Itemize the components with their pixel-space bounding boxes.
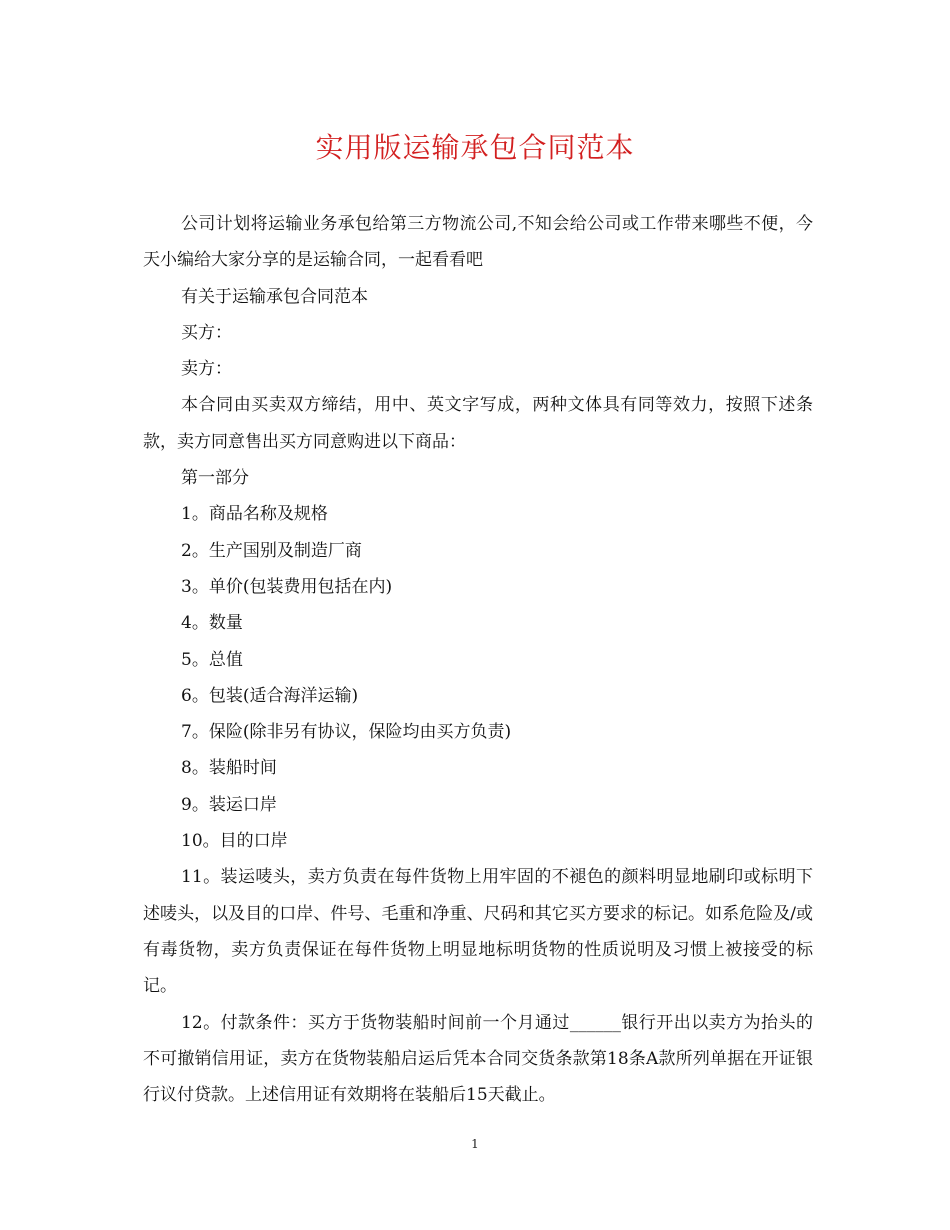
- clause-item: 9。装运口岸: [181, 794, 277, 815]
- clause-item: 10。目的口岸: [181, 831, 288, 852]
- page-number: 1: [471, 1137, 479, 1151]
- clause-item: 1。商品名称及规格: [181, 504, 328, 525]
- document-body: [143, 206, 813, 1113]
- clause-item: 6。包装(适合海洋运输): [181, 685, 359, 706]
- contract-preamble: 本合同由买卖双方缔结，用中、英文字写成，两种文体具有同等效力，按照下述条款，卖方同意售出买方同意购进以下商品：: [143, 395, 813, 452]
- clause-item-marks: 11。装运唛头，卖方负责在每件货物上用牢固的不褪色的颜料明显地刷印或标明下述唛头，以及目的口岸、件号、毛重和净重、尺码和其它买方要求的标记。如系危险及/或有毒货物，卖方负责保证在每件货物上明显地标明货物的性质说明及习惯上被接受的标记。: [143, 867, 813, 997]
- seller-line: 卖方：: [181, 359, 232, 380]
- intro-paragraph: 公司计划将运输业务承包给第三方物流公司,不知会给公司或工作带来哪些不便，今天小编给大家分享的是运输合同，一起看看吧: [143, 214, 813, 271]
- buyer-line: 买方：: [181, 322, 232, 343]
- clause-item: 3。单价(包装费用包括在内): [181, 576, 393, 597]
- clause-item: 5。总值: [181, 649, 243, 670]
- clause-item-payment: 12。付款条件：买方于货物装船时间前一个月通过______银行开出以卖方为抬头的不可撤销信用证，卖方在货物装船启运后凭本合同交货条款第18条A款所列单据在开证银行议付贷款。上述信用证有效期将在装船后15天截止。: [143, 1012, 813, 1106]
- clause-item: 2。生产国别及制造厂商: [181, 540, 362, 561]
- clause-item: 8。装船时间: [181, 758, 277, 779]
- clause-item: 7。保险(除非另有协议，保险均由买方负责): [181, 722, 512, 743]
- document-title: 实用版运输承包合同范本: [315, 131, 635, 164]
- section-heading: 有关于运输承包合同范本: [181, 286, 368, 307]
- clause-item: 4。数量: [181, 613, 243, 634]
- part-heading: 第一部分: [181, 468, 249, 489]
